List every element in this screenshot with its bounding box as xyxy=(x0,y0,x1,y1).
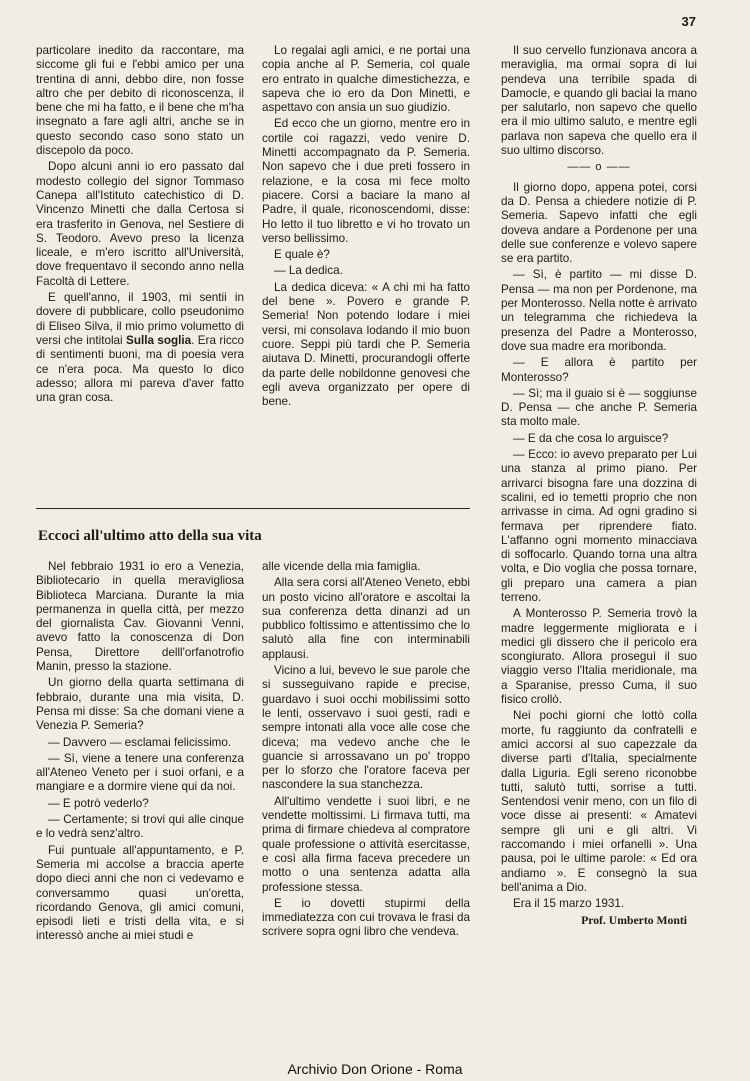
paragraph: E quell'anno, il 1903, mi sentii in dovere di pubblicare, collo pseudonimo di Eliseo Silva, il mio primo volumetto di versi che intitolai Sulla soglia. Era ricco di sentimenti buoni, ma di poesia vera ce n'era poca. Ma questo lo dico adesso; allora mi pareva d'aver fatto una gran cosa. xyxy=(36,291,245,405)
paragraph: Nei pochi giorni che lottò colla morte, fu raggiunto da confratelli e amici accorsi al suo capezzale da diverse parti d'Italia, specialmente dalla Liguria. Egli sereno riconobbe tutti, salutò tutti, sorrise a tutti. Sentendosi venir meno, con un filo di voce disse ai presenti: « Amatevi sempre gli uni e gli altri. Vi raccomando i miei orfanelli ». Una pausa, poi le ultime parole: « Ed ora andiamo ». E consegnò la sua bell'anima a Dio. xyxy=(501,709,697,894)
paragraph: Fui puntuale all'appuntamento, e P. Semeria mi accolse a braccia aperte dopo dieci anni che non ci vedevamo e conversammo quasi un'oretta, ricordando Genova, gli amici comuni, episodi lieti e tristi della vita, e si interessò anche ai miei studi e xyxy=(36,843,244,943)
paragraph: All'ultimo vendette i suoi libri, e ne vendette moltissimi. Li firmava tutti, ma prima di firmare chiedeva al compratore quale professione o attività esercitasse, e così alla firma faceva precedere un motto o una sentenza adatta alla professione stessa. xyxy=(262,794,470,894)
paragraph: — Certamente; si trovi qui alle cinque e lo vedrà senz'altro. xyxy=(36,813,244,841)
paragraph: E quale è? xyxy=(274,248,330,262)
paragraph: — E allora è partito per Monterosso? xyxy=(501,356,697,384)
section-heading: Eccoci all'ultimo atto della sua vita xyxy=(38,528,262,544)
paragraph: Ed ecco che un giorno, mentre ero in cortile coi ragazzi, vedo venire D. Minetti accompagnato da P. Semeria. Non sapevo che i due preti fossero in relazione, e la cosa mi fece molto piacere. Corsi a baciare la mano al Padre, il quale, riconoscendomi, disse: Ho letto il tuo libretto e vi ho trovato un verso bellissimo. xyxy=(262,117,470,245)
section-separator: —— o —— xyxy=(567,161,631,174)
paragraph: — Sì, viene a tenere una conferenza all'Ateneo Veneto per i suoi orfani, e a mangiare e a dormire viene qui da noi. xyxy=(36,751,244,794)
paragraph: — Sì, è partito — mi disse D. Pensa — ma non per Pordenone, ma per Monterosso. Nella notte è arrivato un telegramma che richiedeva la presenza del Padre a Monterosso, dove sua madre era moribonda. xyxy=(501,268,697,353)
article-column-top-left xyxy=(36,44,244,407)
paragraph: particolare inedito da raccontare, ma siccome gli fui e l'ebbi amico per una trentina di anni, debbo dire, non fosse altro che per debito di riconoscenza, il bene che mi ha fatto, e il bene che m'ha insegnato a fare agli altri, anche se in questo secondo caso sono stato un discepolo da poco. xyxy=(36,44,244,158)
paragraph: Vicino a lui, bevevo le sue parole che si susseguivano rapide e precise, guardavo i suoi occhi mobilissimi sotto le lenti, osservavo i suoi gesti, radi e sempre intonati alla voce alle cose che diceva; ma vedevo anche che le guancie si arrossavano un po' troppo per lo sforzo che l'oratore faceva per nascondere la sua stanchezza. xyxy=(262,664,470,792)
paragraph: — Sì; ma il guaio si è — soggiunse D. Pensa — che anche P. Semeria sta molto male. xyxy=(501,386,697,429)
book-title: Sulla soglia xyxy=(126,333,192,347)
paragraph: — Davvero — esclamai felicissimo. xyxy=(48,735,232,749)
archive-footer: Archivio Don Orione - Roma xyxy=(287,1061,463,1077)
paragraph: — E potrò vederlo? xyxy=(48,796,149,810)
paragraph: alle vicende della mia famiglia. xyxy=(262,560,421,573)
paragraph: La dedica diceva: « A chi mi ha fatto del bene ». Povero e grande P. Semeria! Non potendo lodare i miei versi, mi consolava lodando il mio buon cuore. Seppi più tardi che P. Semeria aiutava D. Minetti, procurandogli offerte da parte delle nobildonne genovesi che egli aveva organizzato per opere di bene. xyxy=(262,280,470,409)
paragraph: Il giorno dopo, appena potei, corsi da D. Pensa a chiedere notizie di P. Semeria. Sapevo infatti che egli doveva andare a Pordenone per una delle sue conferenze e volevo sapere se era partito. xyxy=(501,180,697,266)
paragraph: Dopo alcuni anni io ero passato dal modesto collegio del signor Tommaso Canepa all'Istituto catechistico di D. Vincenzo Minetti che dalla Certosa si era trasferito in Genova, nel Sestiere di S. Teodoro. Avevo preso la licenza liceale, e m'ero iscritto all'Università, dove frequentavo il secondo anno nella Facoltà di Lettere. xyxy=(36,160,244,288)
article-column-bottom-middle xyxy=(262,560,470,942)
paragraph: Lo regalai agli amici, e ne portai una copia anche al P. Semeria, col quale ero entrato in qualche dimestichezza, e sapeva che io ero da Don Minetti, e aspettavo con ansia un suo giudizio. xyxy=(262,44,470,115)
paragraph: Il suo cervello funzionava ancora a meraviglia, ma ormai sopra di lui pendeva una terribile spada di Damocle, e quando gli baciai la mano per salutarlo, non sapevo che quello era il mio ultimo saluto, e mentre egli parlava non sapeva che quello era il suo ultimo discorso. xyxy=(501,44,697,158)
page-number: 37 xyxy=(681,14,696,29)
author-signature: Prof. Umberto Monti xyxy=(581,913,687,927)
article-column-right xyxy=(501,44,697,928)
paragraph: A Monterosso P. Semeria trovò la madre leggermente migliorata e i medici gli dissero che il pericolo era scongiurato. Allora proseguì il suo viaggio verso l'Italia meridionale, ma a Sparanise, presso Cuma, il suo fisico crollò. xyxy=(501,607,697,707)
horizontal-rule xyxy=(36,508,470,509)
paragraph: E io dovetti stupirmi della immediatezza con cui trovava le frasi da scrivere sopra ogni libro che vendeva. xyxy=(262,896,470,939)
paragraph: — E da che cosa lo arguisce? xyxy=(513,431,669,445)
date-line: Era il 15 marzo 1931. xyxy=(513,897,625,911)
paragraph: — La dedica. xyxy=(274,264,343,278)
paragraph: — Ecco: io avevo preparato per Lui una stanza al primo piano. Per arrivarci bisogna fare una dozzina di scalini, ed io temetti proprio che non arrivasse in cima. Ad ogni gradino si fermava per riprendere fiato. L'affanno ogni momento minacciava di soffocarlo. Quando torna una altra volta, e Dio voglia che possa tornare, gli preparo una camera a pian terreno. xyxy=(501,448,697,604)
article-column-top-middle xyxy=(262,44,470,411)
article-column-bottom-left xyxy=(36,560,244,946)
paragraph: Nel febbraio 1931 io ero a Venezia, Bibliotecario in quella meravigliosa Biblioteca Marciana. Durante la mia permanenza in quella città, per mezzo del giornalista Cav. Giovanni Venni, avevo fatto la conoscenza di Don Pensa, Direttore delll'orfanotrofio Manin, presso la stazione. xyxy=(36,560,244,674)
paragraph: Alla sera corsi all'Ateneo Veneto, ebbi un posto vicino all'oratore e ascoltai la sua conferenza detta dinanzi ad un pubblico foltissimo e attentissimo che lo salutò alla fine con interminabili applausi. xyxy=(262,576,470,661)
paragraph: Un giorno della quarta settimana di febbraio, durante una mia visita, D. Pensa mi disse: Sa che domani viene a Venezia P. Semeria? xyxy=(36,676,244,733)
